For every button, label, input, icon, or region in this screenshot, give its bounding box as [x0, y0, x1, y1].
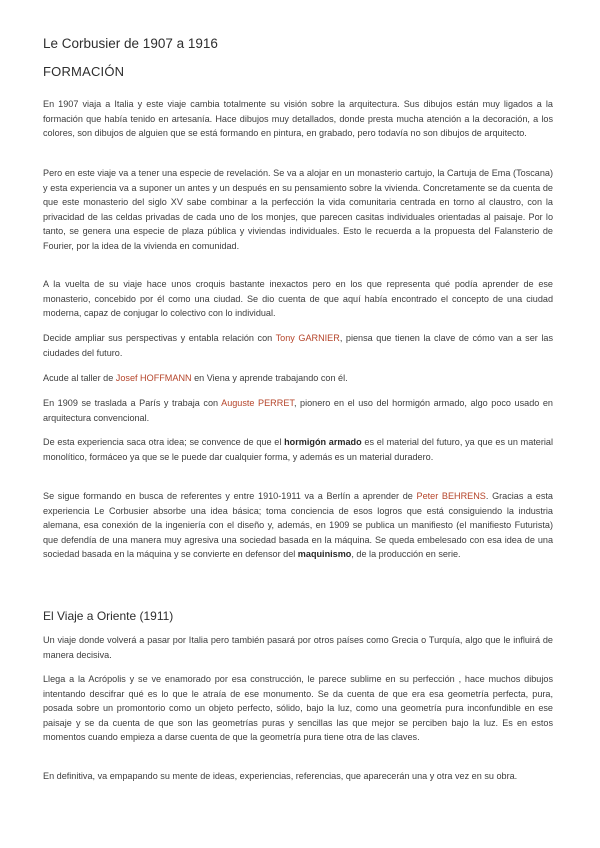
- paragraph-hormigon: De esta experiencia saca otra idea; se convence de que el hormigón armado es el material del futuro, ya que es un material monolítico, formáceo ya que se le puede dar cualquier forma, y además es un material duradero.: [43, 437, 553, 462]
- emphasis-hormigon-armado: hormigón armado: [284, 437, 362, 447]
- link-auguste-perret[interactable]: Auguste PERRET: [221, 398, 294, 408]
- link-josef-hoffmann[interactable]: Josef HOFFMANN: [115, 373, 192, 383]
- paragraph-acropolis: Llega a la Acrópolis y se ve enamorado por esa construcción, le parece sublime en su perfección , hace muchos dibujos intentando descifrar qué es lo que le atraía de ese monumento. Se da cuenta de que era esa geometría perfecta, pura, posada sobre un promontorio como un objeto perfecto, sólido, bajo la luz, como una geometría pura inconfundible en ese paisaje y se da cuenta de que son las geometrías puras y sencillas las que mejor se perciben bajo la luz. Es en estos momentos cuando empieza a darse cuenta de que la geometría pura tiene otra de las claves.: [43, 674, 553, 743]
- emphasis-maquinismo: maquinismo: [297, 549, 352, 560]
- paragraph-oriente-intro: Un viaje donde volverá a pasar por Italia pero también pasará por otros países como Grecia o Turquía, algo que le influirá de manera decisiva.: [43, 635, 553, 660]
- paragraph-croquis: A la vuelta de su viaje hace unos croquis bastante inexactos pero en los que representa qué podía aprender de ese monasterio, concebido por él como una ciudad. Se dio cuenta de que aquí había encontrado el concepto de una ciudad moderna, capaz de conjugar lo colectivo con lo individual.: [43, 279, 553, 319]
- section-title-formacion: FORMACIÓN: [43, 64, 125, 79]
- subheading-viaje-oriente: El Viaje a Oriente (1911): [43, 609, 174, 623]
- document-title: Le Corbusier de 1907 a 1916: [43, 36, 218, 51]
- paragraph-conclusion: En definitiva, va empapando su mente de ideas, experiencias, referencias, que aparecerán una y otra vez en su obra.: [43, 771, 518, 781]
- paragraph-cartuja: Pero en este viaje va a tener una especie de revelación. Se va a alojar en un monasterio cartujo, la Cartuja de Ema (Toscana) y esta experiencia va a suponer un antes y un después en su pensamiento sobre la vivienda. Concretamente se da cuenta de que este monasterio del siglo XV sabe combinar a la perfección la vida comunitaria centrada en torno al claustro, con la privacidad de las celdas privadas de cada uno de los monjes, que parecen casitas individuales orientadas al paisaje. Por lo tanto, se genera una especie de plaza pública y viviendas individuales. Esto le recuerda a la propuesta del Falansterio de Fourier, por la idea de la vivienda en comunidad.: [43, 168, 553, 251]
- link-peter-behrens[interactable]: Peter BEHRENS: [416, 491, 486, 501]
- paragraph-italia: En 1907 viaja a Italia y este viaje cambia totalmente su visión sobre la arquitectura. Sus dibujos están muy ligados a la formación que había tenido en artesanía. Hace dibujos muy detallados, donde presta mucha atención a la decoración, a los colores, son dibujos de alguien que se está formando en pintura, en grabado, pero todavía no son dibujos de arquitecto.: [43, 99, 553, 139]
- paragraph-hoffmann: Acude al taller de Josef HOFFMANN en Viena y aprende trabajando con él.: [43, 373, 348, 383]
- paragraph-perret: En 1909 se traslada a París y trabaja con Auguste PERRET, pionero en el uso del hormigón armado, algo poco usado en arquitectura convencional.: [43, 398, 553, 423]
- link-tony-garnier[interactable]: Tony GARNIER: [275, 333, 340, 343]
- paragraph-garnier: Decide ampliar sus perspectivas y entabla relación con Tony GARNIER, piensa que tienen la clave de cómo van a ser las ciudades del futuro.: [43, 333, 554, 358]
- paragraph-behrens: Se sigue formando en busca de referentes y entre 1910-1911 va a Berlín a aprender de Peter BEHRENS. Gracias a esta experiencia Le Corbusier absorbe una idea básica; toma conciencia de esos logros que está consiguiendo la industria alemana, esa conexión de la ingeniería con el diseño y, además, en 1909 se publica un manifiesto (el manifiesto Futurista) que defendía de una manera muy agresiva una sociedad basada en la máquina. Se queda embelesado con esa idea de una sociedad basada en la máquina y se convierte en defensor del maquinismo, de la producción en serie.: [43, 491, 553, 560]
